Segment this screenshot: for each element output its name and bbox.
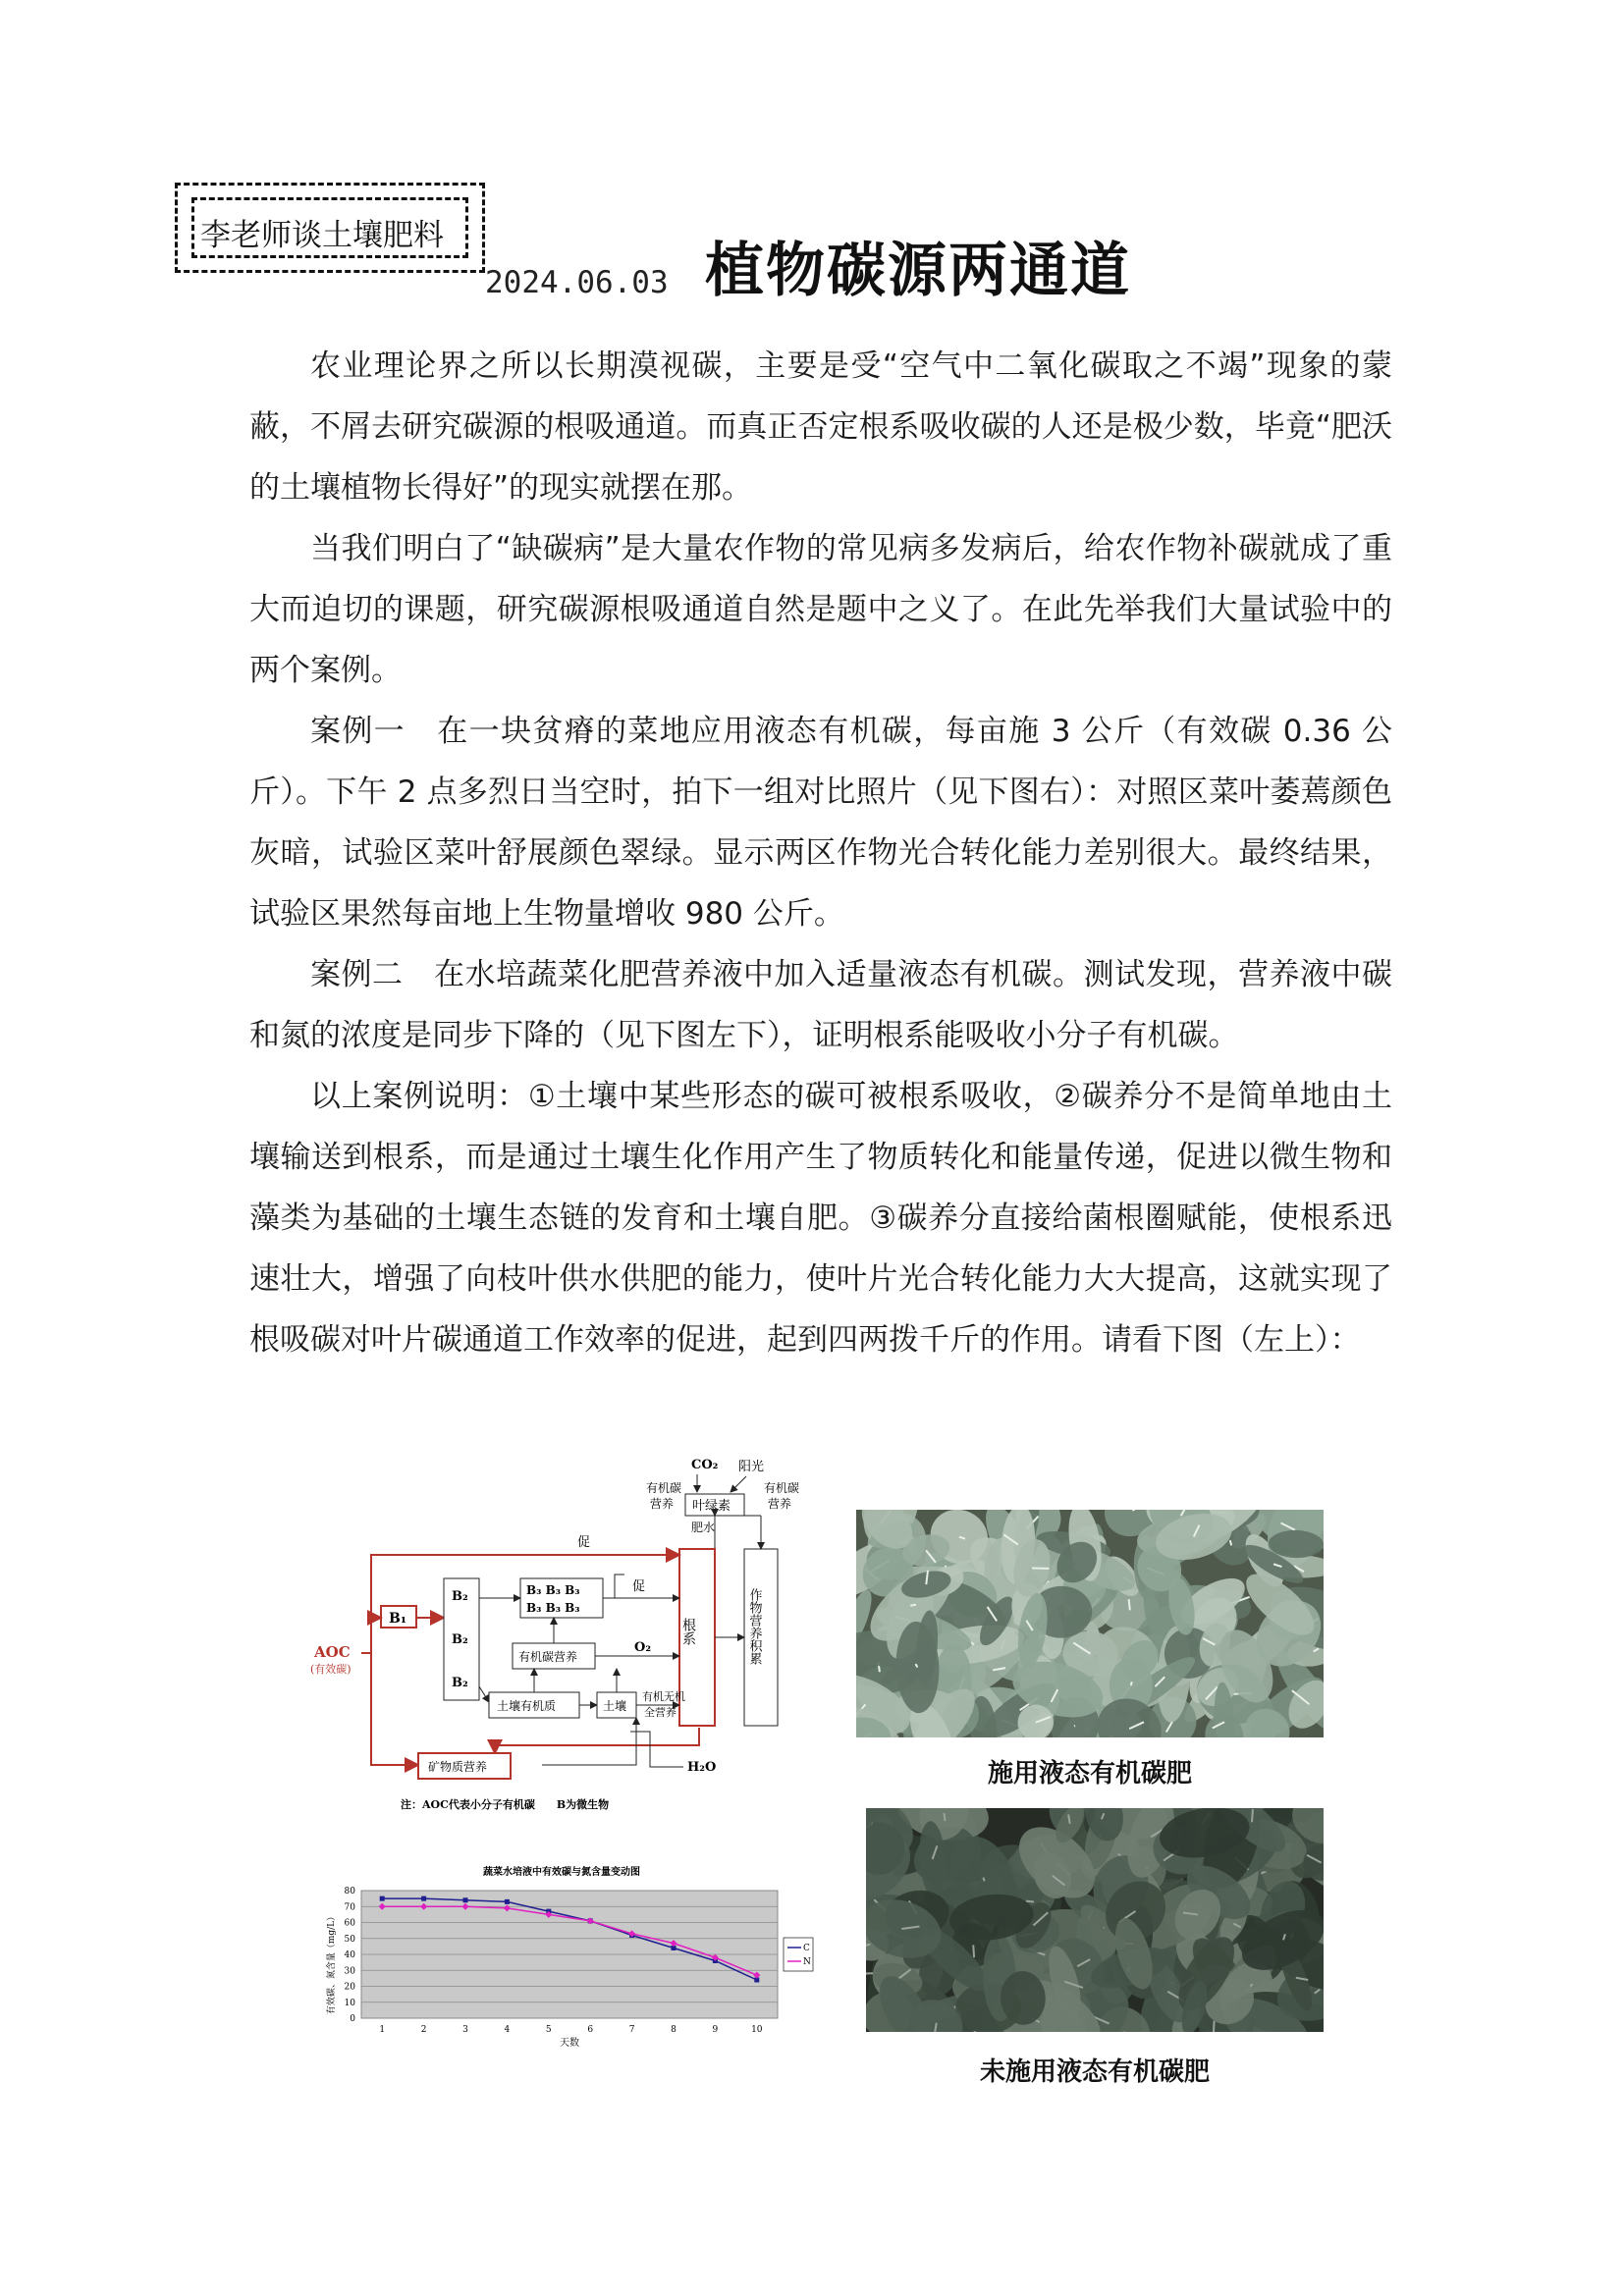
carbon-flow-svg bbox=[306, 1451, 817, 1824]
y-tick-label: 50 bbox=[344, 1934, 355, 1945]
y-tick-label: 20 bbox=[344, 1982, 355, 1993]
x-tick-label: 8 bbox=[671, 2025, 677, 2035]
paragraph: 农业理论界之所以长期漠视碳，主要是受“空气中二氧化碳取之不竭”现象的蒙蔽，不屑去研究碳源的根吸通道。而真正否定根系吸收碳的人还是极少数，毕竟“肥沃的土壤植物长得好”的现实就摆在那。 bbox=[249, 348, 1392, 506]
diagram-note: 注：AOC代表小分子有机碳 B为微生物 bbox=[401, 1798, 610, 1811]
promote-label-2: 促 bbox=[632, 1579, 646, 1594]
x-tick-label: 7 bbox=[628, 2025, 635, 2035]
treated-leaves-image bbox=[856, 1510, 1324, 1737]
chlorophyll-label: 叶绿素 bbox=[692, 1499, 731, 1514]
article-body bbox=[249, 336, 1392, 1370]
treated-caption: 施用液态有机碳肥 bbox=[987, 1759, 1192, 1789]
fertilizer-water-label: 肥水 bbox=[691, 1521, 716, 1534]
paragraph: 案例二 在水培蔬菜化肥营养液中加入适量液态有机碳。测试发现，营养液中碳和氮的浓度是同步下降的（见下图左下），证明根系能吸收小分子有机碳。 bbox=[249, 957, 1392, 1053]
mineral-nutrition-label: 矿物质营养 bbox=[428, 1760, 488, 1774]
chart-xlabel: 天数 bbox=[560, 2038, 579, 2049]
x-tick-label: 1 bbox=[379, 2025, 386, 2035]
y-tick-label: 10 bbox=[344, 1998, 355, 2008]
y-tick-label: 0 bbox=[350, 2014, 355, 2024]
full-nutrition-label-1: 有机无机 bbox=[642, 1690, 685, 1703]
soil-label: 土壤 bbox=[603, 1699, 627, 1713]
b2-label-3: B₂ bbox=[452, 1676, 468, 1690]
series-tag: 李老师谈土壤肥料 bbox=[200, 218, 444, 253]
treated-field-photo bbox=[856, 1510, 1324, 1737]
full-nutrition-label-2: 全营养 bbox=[644, 1706, 677, 1719]
legend-label: C bbox=[803, 1944, 810, 1953]
page-title: 植物碳源两通道 bbox=[705, 237, 1131, 305]
promote-label-1: 促 bbox=[577, 1535, 591, 1550]
y-tick-label: 60 bbox=[344, 1918, 355, 1929]
sunlight-label: 阳光 bbox=[738, 1460, 765, 1474]
chart-ylabel: 有效碳、氮含量（mg/L） bbox=[327, 1911, 337, 2015]
x-tick-label: 5 bbox=[545, 2025, 552, 2035]
b3-row-1: B₃ B₃ B₃ bbox=[526, 1583, 580, 1597]
b1-label: B₁ bbox=[389, 1611, 406, 1627]
data-point bbox=[421, 1896, 426, 1901]
x-tick-label: 6 bbox=[587, 2025, 594, 2035]
carbon-flow-diagram bbox=[306, 1451, 817, 1824]
untreated-field-photo bbox=[866, 1808, 1324, 2032]
organic-carbon-left-2: 营养 bbox=[650, 1497, 675, 1511]
x-tick-label: 4 bbox=[504, 2025, 511, 2035]
publish-date: 2024.06.03 bbox=[485, 265, 669, 300]
organic-carbon-nutrition-label: 有机碳营养 bbox=[518, 1650, 578, 1664]
co2-label: CO₂ bbox=[691, 1458, 719, 1472]
paragraph: 以上案例说明：①土壤中某些形态的碳可被根系吸收，②碳养分不是简单地由土壤输送到根系，而是通过土壤生化作用产生了物质转化和能量传递，促进以微生物和藻类为基础的土壤生态链的发育和土壤自肥。③碳养分直接给菌根圈赋能，使根系迅速壮大，增强了向枝叶供水供肥的能力，使叶片光合转化能力大大提高，这就实现了根吸碳对叶片碳通道工作效率的促进，起到四两拨千斤的作用。请看下图（左上）： bbox=[249, 1079, 1392, 1358]
legend-label: N bbox=[803, 1957, 811, 1967]
o2-label: O₂ bbox=[634, 1640, 652, 1655]
aoc-sub-label: (有效碳) bbox=[310, 1663, 352, 1676]
aoc-label: AOC bbox=[314, 1643, 351, 1661]
soil-organic-matter-label: 土壤有机质 bbox=[497, 1699, 557, 1713]
y-tick-label: 80 bbox=[344, 1887, 355, 1896]
organic-carbon-right-2: 营养 bbox=[768, 1497, 792, 1511]
nutrient-line-chart bbox=[312, 1845, 850, 2063]
x-tick-label: 9 bbox=[712, 2025, 719, 2035]
paragraph: 当我们明白了“缺碳病”是大量农作物的常见病多发病后，给农作物补碳就成了重大而迫切的课题，研究碳源根吸通道自然是题中之义了。在此先举我们大量试验中的两个案例。 bbox=[249, 531, 1392, 688]
organic-carbon-right: 有机碳 bbox=[764, 1481, 800, 1495]
paragraph: 案例一 在一块贫瘠的菜地应用液态有机碳，每亩施 3 公斤（有效碳 0.36 公斤）。下午 2 点多烈日当空时，拍下一组对比照片（见下图右）：对照区菜叶萎蔫颜色灰暗，试验区菜叶舒展颜色翠绿。显示两区作物光合转化能力差别很大。最终结果，试验区果然每亩地上生物量增收 980 公斤。 bbox=[249, 714, 1392, 932]
untreated-caption: 未施用液态有机碳肥 bbox=[979, 2057, 1210, 2087]
b2-label-1: B₂ bbox=[452, 1589, 468, 1604]
chart-title: 蔬菜水培液中有效碳与氮含量变动图 bbox=[483, 1867, 640, 1878]
x-tick-label: 3 bbox=[462, 2025, 468, 2035]
organic-carbon-left: 有机碳 bbox=[646, 1481, 682, 1495]
root-label: 根系 bbox=[680, 1618, 696, 1645]
h2o-label: H₂O bbox=[687, 1760, 717, 1775]
b3-row-2: B₃ B₃ B₃ bbox=[526, 1601, 580, 1615]
y-tick-label: 30 bbox=[344, 1966, 355, 1977]
x-tick-label: 10 bbox=[751, 2025, 763, 2035]
data-point bbox=[505, 1899, 510, 1904]
b2-label-2: B₂ bbox=[452, 1632, 468, 1647]
y-tick-label: 70 bbox=[344, 1902, 355, 1913]
chart-svg bbox=[312, 1845, 850, 2063]
y-tick-label: 40 bbox=[344, 1950, 355, 1960]
data-point bbox=[463, 1897, 468, 1902]
data-point bbox=[380, 1896, 385, 1901]
crop-accumulation-label: 作物营养积累 bbox=[746, 1588, 762, 1665]
x-tick-label: 2 bbox=[420, 2025, 427, 2035]
untreated-leaves-image bbox=[866, 1808, 1324, 2032]
